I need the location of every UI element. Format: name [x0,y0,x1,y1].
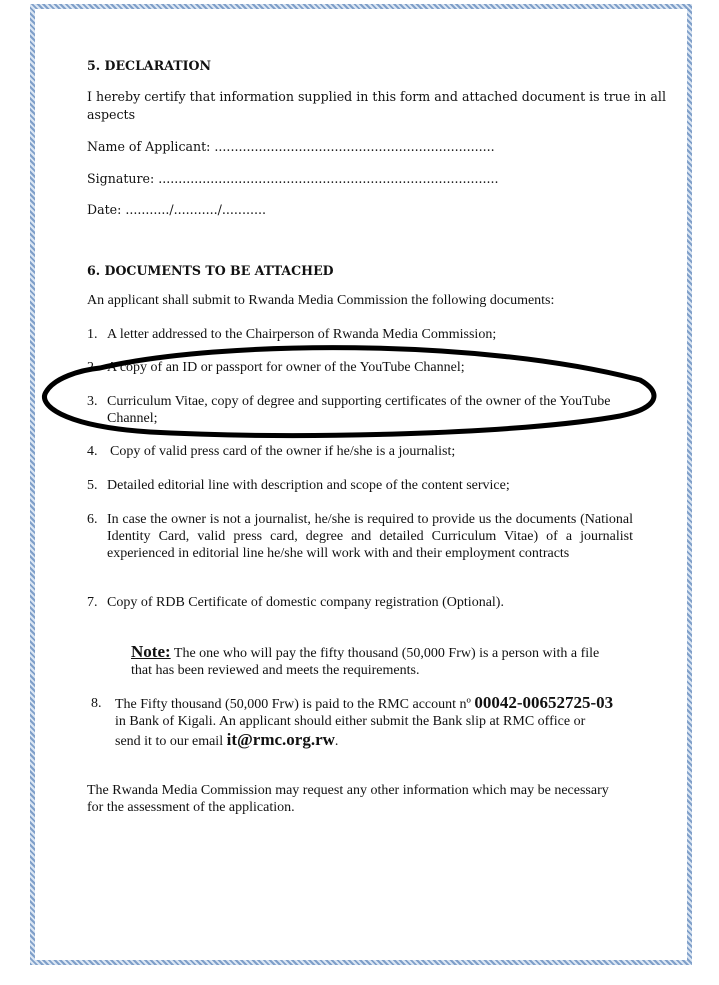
list-item-number: 7. [87,595,98,610]
email-link[interactable]: it@rmc.org.rw [226,730,335,749]
list-item-number: 3. [87,394,98,409]
list-item-text: Copy of valid press card of the owner if he/she is a journalist; [110,444,456,459]
documents-intro: An applicant shall submit to Rwanda Media Commission the following documents: [87,293,555,308]
item8-text-before: The Fifty thousand (50,000 Frw) is paid to the RMC account nº [115,697,475,712]
list-item-text: A letter addressed to the Chairperson of Rwanda Media Commission; [107,327,497,342]
item8-text-end: . [334,734,339,749]
list-item-number: 1. [87,327,98,342]
signature-field[interactable]: Signature: ..................................................................................... [87,171,499,186]
account-number: 00042-00652725-03 [474,693,614,712]
note-text-line1: The one who will pay the fifty thousand (50,000 Frw) is a person with a file [170,646,600,661]
note-label: Note: [131,642,171,661]
declaration-heading: 5. DECLARATION [87,58,211,73]
list-item-number: 5. [87,478,98,493]
list-item-text-line1: Curriculum Vitae, copy of degree and supporting certificates of the owner of the YouTube [107,394,611,409]
list-item-number: 4. [87,444,98,459]
declaration-statement-line2: aspects [87,107,136,122]
list-item-text-line2: Channel; [107,411,158,426]
applicant-name-field[interactable]: Name of Applicant: ...................................................................... [87,139,495,154]
note-text-line2: that has been reviewed and meets the requirements. [131,663,420,678]
date-field[interactable]: Date: .........../.........../........... [87,202,266,217]
list-item-number: 6. [87,512,98,527]
item8-line1 [115,694,613,713]
note-line1 [131,643,599,662]
list-item-text: In case the owner is not a journalist, he/she is required to provide us the documents (National Identity Card, valid press card, degree and detailed Curriculum Vitae) of a journalist experienced in editorial line he/she will work with and their employment contracts [107,512,633,561]
list-item-number: 8. [91,696,102,711]
documents-heading: 6. DOCUMENTS TO BE ATTACHED [87,263,334,278]
item8-line3 [115,731,338,750]
closing-line1: The Rwanda Media Commission may request any other information which may be necessary [87,783,609,798]
list-item-text: Copy of RDB Certificate of domestic company registration (Optional). [107,595,504,610]
item8-text-send: send it to our email [115,734,227,749]
list-item-number: 2. [87,360,98,375]
item8-text-middle: in Bank of Kigali. An applicant should either submit the Bank slip at RMC office or [115,714,586,729]
list-item-text: A copy of an ID or passport for owner of the YouTube Channel; [107,360,465,375]
list-item-text: Detailed editorial line with description and scope of the content service; [107,478,510,493]
closing-line2: for the assessment of the application. [87,800,295,815]
declaration-statement-line1: I hereby certify that information supplied in this form and attached document is true in all [87,89,666,104]
